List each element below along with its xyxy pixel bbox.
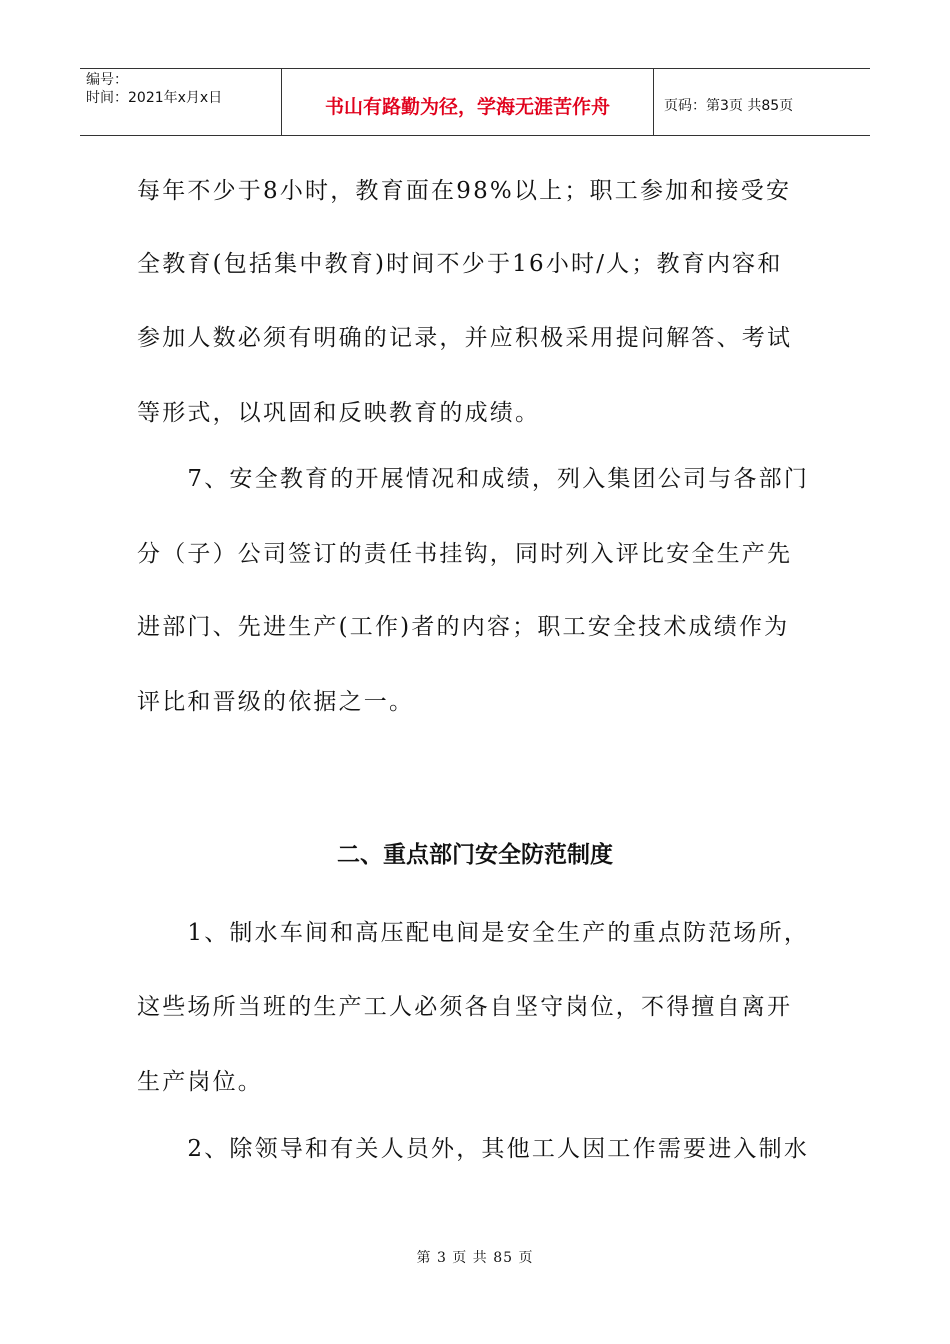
text-line: 7、安全教育的开展情况和成绩，列入集团公司与各部门 [137, 466, 810, 492]
text-line: 进部门、先进生产(工作)者的内容；职工安全技术成绩作为 [137, 614, 790, 640]
page-header [80, 68, 870, 136]
text-line: 全教育(包括集中教育)时间不少于16小时/人；教育内容和 [137, 251, 783, 277]
text-line: 等形式，以巩固和反映教育的成绩。 [137, 400, 541, 426]
text-line: 评比和晋级的依据之一。 [137, 689, 415, 715]
header-motto: 书山有路勤为径，学海无涯苦作舟 [282, 69, 654, 135]
text-line: 生产岗位。 [137, 1069, 263, 1095]
text-line: 参加人数必须有明确的记录，并应积极采用提问解答、考试 [137, 325, 793, 351]
document-date: 时间：2021年x月x日 [86, 90, 223, 106]
page-footer: 第 3 页 共 85 页 [416, 1250, 534, 1266]
section-heading: 二、重点部门安全防范制度 [337, 842, 613, 868]
text-line: 分（子）公司签订的责任书挂钩，同时列入评比安全生产先 [137, 541, 793, 567]
header-page-info: 页码：第3页 共85页 [664, 98, 794, 114]
text-line: 这些场所当班的生产工人必须各自坚守岗位，不得擅自离开 [137, 994, 793, 1020]
header-meta [80, 69, 282, 135]
document-number: 编号： [86, 72, 128, 88]
text-line: 每年不少于8小时，教育面在98%以上；职工参加和接受安 [137, 178, 792, 204]
text-line: 2、除领导和有关人员外，其他工人因工作需要进入制水 [137, 1136, 810, 1162]
text-line: 1、制水车间和高压配电间是安全生产的重点防范场所， [137, 920, 810, 946]
